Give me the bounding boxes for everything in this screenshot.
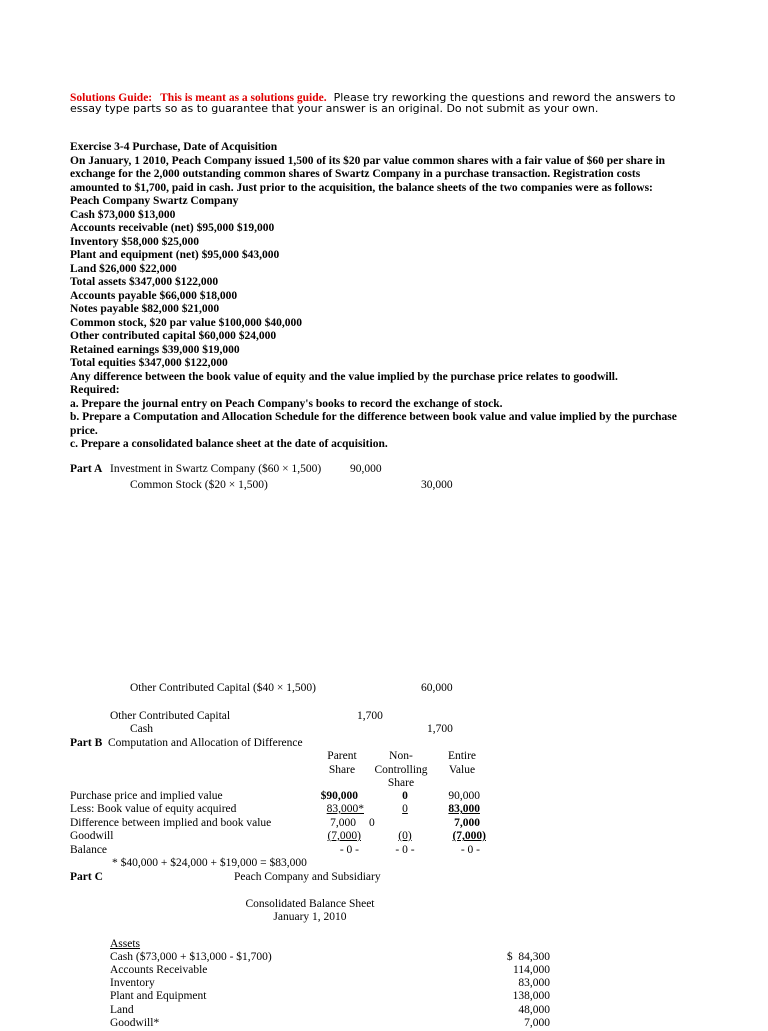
problem-line: amounted to $1,700, paid in cash. Just prior to the acquisition, the balance sheets of the two companies were as follows: (70, 181, 653, 194)
amount-cell: 83,000 (518, 977, 550, 989)
entry1-debit: 90,000 (350, 463, 382, 475)
amount-cell: 114,000 (513, 964, 550, 976)
problem-line: Accounts payable $66,000 $18,000 (70, 289, 238, 302)
entry3-credit: 60,000 (421, 682, 453, 694)
entire-cell: 7,000 (454, 817, 480, 829)
entire-cell: 83,000 (448, 803, 480, 815)
col-nci-header: Non- Controlling Share (374, 750, 428, 789)
list-item: Land (110, 1004, 134, 1016)
balance-sheet-date: January 1, 2010 (273, 911, 347, 923)
guide-label: Solutions Guide: (70, 92, 153, 104)
entry3-account: Other Contributed Capital ($40 × 1,500) (130, 682, 316, 694)
footnote: * $40,000 + $24,000 + $19,000 = $83,000 (112, 857, 307, 869)
col-entire-header: Entire Value (447, 750, 477, 776)
problem-line: Plant and equipment (net) $95,000 $43,000 (70, 249, 280, 261)
problem-line: Notes payable $82,000 $21,000 (70, 303, 220, 315)
assets-heading: Assets (110, 938, 141, 950)
list-item: Accounts Receivable (110, 964, 208, 976)
list-item: Cash ($73,000 + $13,000 - $1,700) (110, 951, 272, 963)
guide-note: This is meant as a solutions guide. (160, 92, 327, 104)
problem-line: Cash $73,000 $13,000 (70, 208, 176, 221)
entry2-credit: 30,000 (421, 479, 453, 491)
problem-line: Accounts receivable (net) $95,000 $19,000 (70, 222, 275, 234)
amount-cell: 138,000 (512, 990, 550, 1002)
part-b-title: Computation and Allocation of Difference (108, 737, 303, 749)
problem-line: On January, 1 2010, Peach Company issued 1,500 of its $20 par value common shares with a fair value of $60 per share in (70, 154, 666, 167)
part-c-label: Part C (70, 871, 103, 883)
problem-line: Retained earnings $39,000 $19,000 (70, 343, 240, 356)
nci-cell: 0 (402, 803, 408, 815)
entry5-credit: 1,700 (427, 723, 453, 735)
entry4-account: Other Contributed Capital (110, 710, 231, 722)
list-item: Plant and Equipment (110, 990, 207, 1002)
nci-cell: 0 (402, 790, 408, 802)
entire-cell: - 0 - (460, 844, 480, 856)
problem-line: Exercise 3-4 Purchase, Date of Acquisition (70, 141, 278, 153)
problem-line: exchange for the 2,000 outstanding common shares of Swartz Company in a purchase transaction. Registration costs (70, 168, 641, 180)
problem-line: Required: (70, 384, 120, 396)
parent-cell: $90,000 (320, 790, 358, 802)
list-item: Inventory (110, 977, 155, 989)
entire-cell: (7,000) (452, 830, 486, 842)
table-row: Purchase price and implied value (70, 790, 223, 802)
nci-cell: 0 (369, 817, 375, 829)
problem-line: price. (70, 424, 98, 437)
table-row: Goodwill (70, 830, 114, 842)
amount-cell: 7,000 (524, 1017, 550, 1029)
problem-line: Inventory $58,000 $25,000 (70, 235, 200, 248)
problem-line: Total equities $347,000 $122,000 (70, 357, 228, 369)
problem-line: a. Prepare the journal entry on Peach Company's books to record the exchange of stock. (70, 397, 503, 410)
table-row: Difference between implied and book value (70, 817, 272, 829)
problem-line: Other contributed capital $60,000 $24,000 (70, 330, 277, 342)
problem-line: c. Prepare a consolidated balance sheet at the date of acquisition. (70, 438, 388, 450)
entry1-account: Investment in Swartz Company ($60 × 1,500) (110, 463, 322, 475)
problem-line: Common stock, $20 par value $100,000 $40,000 (70, 316, 303, 329)
parent-cell: 7,000 (330, 817, 356, 829)
parent-cell: - 0 - (339, 844, 359, 856)
intro-line-2: essay type parts so as to guarantee that your answer is an original. Do not submit as your own. (70, 102, 599, 115)
intro-line-1: Please try reworking the questions and reword the answers to (333, 91, 676, 104)
table-row: Less: Book value of equity acquired (70, 803, 237, 815)
problem-line: Any difference between the book value of equity and the value implied by the purchase price relates to goodwill. (70, 370, 618, 383)
amount-cell: 48,000 (518, 1004, 550, 1016)
company-name: Peach Company and Subsidiary (234, 871, 381, 883)
problem-line: Total assets $347,000 $122,000 (70, 276, 219, 288)
entry5-account: Cash (130, 723, 153, 735)
parent-cell: (7,000) (327, 830, 361, 842)
list-item: Goodwill* (110, 1017, 160, 1029)
col-parent-header: Parent Share (327, 750, 357, 776)
entire-cell: 90,000 (448, 790, 480, 802)
table-row: Balance (70, 844, 108, 856)
problem-line: Land $26,000 $22,000 (70, 262, 177, 275)
entry2-account: Common Stock ($20 × 1,500) (130, 479, 268, 491)
nci-cell: (0) (398, 830, 412, 842)
part-b-label: Part B (70, 737, 103, 749)
amount-cell: $ 84,300 (506, 951, 550, 963)
part-a-label: Part A (70, 463, 103, 475)
parent-cell: 83,000* (326, 803, 364, 815)
problem-line: b. Prepare a Computation and Allocation Schedule for the difference between book value and value implied by the purchase (70, 411, 677, 423)
entry4-debit: 1,700 (357, 710, 383, 722)
problem-statement (70, 141, 700, 452)
balance-sheet-title: Consolidated Balance Sheet (245, 898, 375, 910)
problem-line: Peach Company Swartz Company (70, 195, 239, 207)
nci-cell: - 0 - (395, 844, 415, 856)
